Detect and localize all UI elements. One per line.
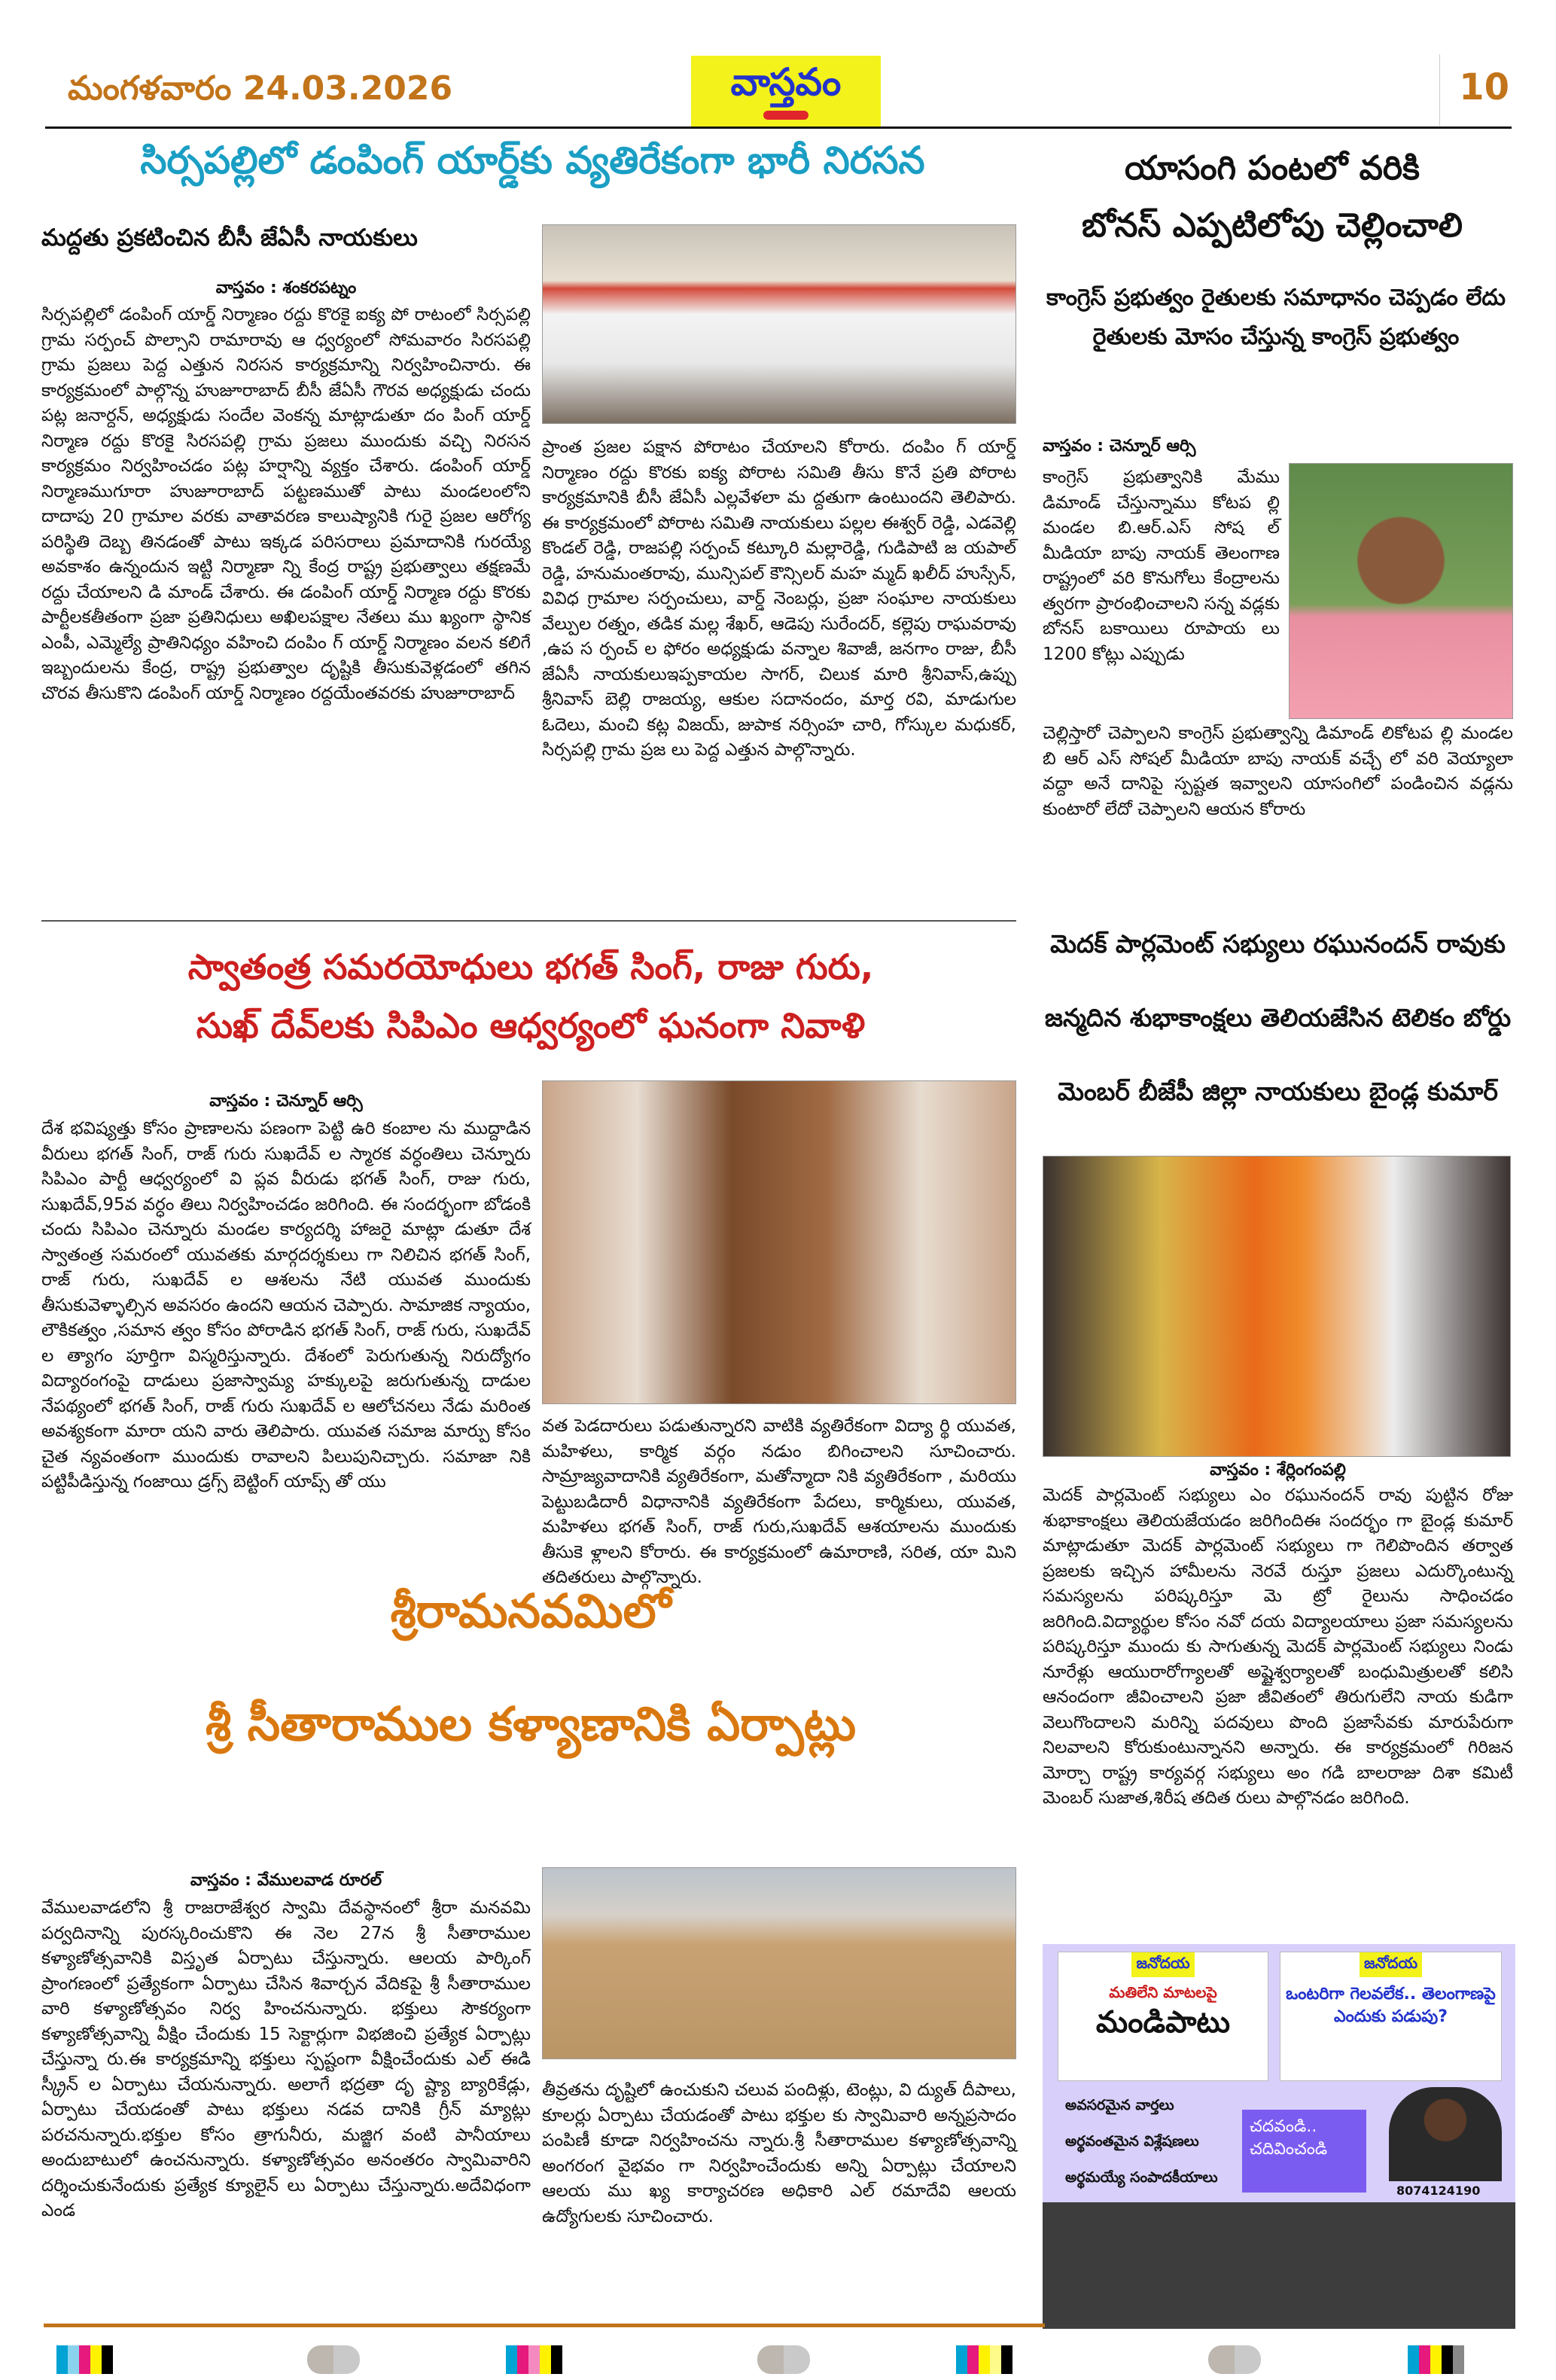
color-registration-bar bbox=[956, 2345, 1012, 2374]
ad-point: అర్థమయ్యే సంపాదకీయాలు bbox=[1065, 2169, 1218, 2186]
registration-mark bbox=[307, 2345, 360, 2374]
ad-cta[interactable] bbox=[1242, 2110, 1366, 2193]
headline-line: జన్మదిన శుభాకాంక్షలు తెలియజేసిన టెలికం బోర్డు bbox=[1044, 1003, 1512, 1032]
bonus-headline bbox=[1031, 140, 1513, 254]
bonus-photo bbox=[1289, 463, 1513, 719]
janodaya-advertisement[interactable] bbox=[1043, 1944, 1515, 2202]
issue-date: మంగళవారం 24.03.2026 bbox=[68, 69, 453, 108]
article3-col1: వేములవాడలోని శ్రీ రాజరాజేశ్వర స్వామి దేవస్థానంలో శ్రీరా మనవమి పర్వదినాన్ని పురస్కరించుకొని ఈ నెల 27న శ్రీ సీతారాముల కళ్యాణోత్సవానికి విస్తృత ఏర్పాటు చేస్తున్నారు. ఆలయ పార్కింగ్ ప్రాంగణంలో ప్రత్యేకంగా ఏర్పాటు చేసిన శివార్చన వేదికపై శ్రీ సీతారాముల వారి కళ్యాణోత్సవం నిర్వ హించనున్నారు. భక్తులు సౌకర్యంగా కళ్యాణోత్సవాన్ని వీక్షిం చేందుకు 15 సెక్టార్లుగా విభజించి ప్రత్యేక ఏర్పాట్లు చేస్తున్నా రు.ఈ కార్యక్రమాన్ని భక్తులు స్పష్టంగా వీక్షించేందుకు ఎల్ ఈడి స్క్రీన్ ల ఏర్పాటు చేయనున్నారు. అలాగే భద్రతా దృ ష్ట్యా బ్యారికేడ్లు, ఏర్పాటు చేయడంతో పాటు భక్తులు నడవ దానికి గ్రీన్ మ్యాట్లు పరచనున్నారు.భక్తుల కోసం త్రాగునీరు, మజ్జిగ వంటి పానీయాలు అందుబాటులో ఉంచనున్నారు. కళ్యాణోత్సవం అనంతరం స్వామివారిని దర్శించుకునేందుకు ప్రత్యేక క్యూలైన్ లు ఏర్పాటు చేస్తున్నారు.అదేవిధంగా ఎండ bbox=[41, 1898, 531, 2220]
article2-col2: వత పెడదారులు పడుతున్నారని వాటికి వ్యతిరేకంగా విద్యా ర్థి యువత, మహిళలు, కార్మిక వర్గం నడుం బిగించాలని సూచించారు. సామ్రాజ్యవాదానికి వ్యతిరేకంగా, మతోన్మాదా నికి వ్యతిరేకంగా , మరియు పెట్టుబడిదారీ విధానానికి వ్యతిరేకంగా పేదలు, కార్మికులు, యువత, మహిళలు భగత్ సింగ్, రాజ్ గురు,సుఖదేవ్ ఆశయాలను ముందుకు తీసుకె ళ్లాలని కోరారు. ఈ కార్యక్రమంలో ఉమారాణి, సరిత, యా మిని తదితరులు పాల్గొన్నారు. bbox=[542, 1416, 1016, 1587]
article1-byline: వాస్తవం : శంకరపట్నం bbox=[215, 279, 357, 297]
medak-photo bbox=[1043, 1156, 1511, 1457]
header-divider bbox=[1439, 54, 1440, 126]
ad-cta-line: చదివించండి bbox=[1250, 2140, 1328, 2159]
logo-text: వాస్తవం bbox=[730, 60, 842, 104]
article2-photo bbox=[542, 1080, 1016, 1404]
bonus-byline: వాస్తవం : చెన్నూర్ ఆర్సి bbox=[1043, 437, 1196, 456]
bonus-body-side: కాంగ్రెస్ ప్రభుత్వానికి మేము డిమాండ్ చేస్తున్నాము కోటప ల్లి మండల బి.ఆర్.ఎస్ సోష ల్ మీడియా బాపు నాయక్ తెలంగాణ రాష్ట్రంలో వరి కొనుగోలు కేంద్రాలను త్వరగా ప్రారంభించాలని సన్న వడ్లకు బోనస్ బకాయిలు రూపాయ లు 1200 కోట్లు ఎప్పుడు bbox=[1043, 468, 1280, 664]
ad-card2-title: ఒంటరిగా గెలవలేక.. తెలంగాణపై ఎందుకు పడుపు? bbox=[1286, 1985, 1496, 2026]
article3-byline: వాస్తవం : వేములవాడ రూరల్ bbox=[190, 1871, 382, 1890]
headline-line: శ్రీరామనవమిలో bbox=[390, 1583, 671, 1638]
ad-point: అవసరమైన వార్తలు bbox=[1065, 2097, 1174, 2113]
headline-line: బోనస్ ఎప్పటిలోపు చెల్లించాలి bbox=[1081, 206, 1463, 245]
ad-card-2 bbox=[1280, 1952, 1502, 2081]
article1-col2: ప్రాంత ప్రజల పక్షాన పోరాటం చేయాలని కోరారు. దంపిం గ్ యార్డ్ నిర్మాణం రద్దు కొరకు ఐక్య పోరాట సమితి తీసు కొనే ప్రతి పోరాట కార్యక్రమానికి బీసీ జేఏసీ ఎల్లవేళలా మ ద్దతుగా ఉంటుందని తెలిపారు. ఈ కార్యక్రమంలో పోరాట సమితి నాయకులు పల్లల ఈశ్వర్ రెడ్డి, ఎడవెల్లి కొండల్ రెడ్డి, రాజపల్లి సర్పంచ్ కట్కూరి మల్లారెడ్డి, గుడిపాటి జ యపాల్ రెడ్డి, హనుమంతరావు, మున్సిపల్ కౌన్సిలర్ మహ మ్మద్ ఖలీద్ హుస్సేన్, వివిధ గ్రామాల సర్పంచులు, వార్డ్ నెంబర్లు, ప్రజా సంఘాల నాయకులు వేల్పుల రత్నం, తడిక మల్ల శేఖర్, ఆడెపు సురేందర్, కల్లెపు రాఘవరావు ,ఉప స ర్పంచ్ ల ఫోరం అధ్యక్షుడు వన్నాల శివాజీ, జనగాం రాజు, బీసీ జేఏసీ నాయకులుఇప్పకాయల సాగర్, చిలుక మారి శ్రీనివాస్,ఉప్పు శ్రీనివాస్ బెల్లి రాజయ్య, ఆకుల సదానందం, మార్త రవి, మాడుగుల ఓదెలు, మంచి కట్ల విజయ్, జుపాక నర్సింహ చారి, గోస్కుల మధుకర్, సిర్సపల్లి గ్రామ ప్రజ లు పెద్ద ఎత్తున పాల్గొన్నారు. bbox=[542, 437, 1016, 760]
article2-col1: దేశ భవిష్యత్తు కోసం ప్రాణాలను పణంగా పెట్టి ఉరి కంబాల ను ముద్దాడిన వీరులు భగత్ సింగ్, రాజ్ గురు సుఖదేవ్ ల స్మారక వర్ధంతిలు చెన్నూరు సిపిఎం పార్టీ ఆధ్వర్యంలో వి ప్లవ వీరుడు భగత్ సింగ్, రాజు గురు, సుఖదేవ్,95వ వర్ధం తిలు నిర్వహించడం జరిగింది. ఈ సందర్భంగా బోడంకి చందు సిపిఎం చెన్నూరు మండల కార్యదర్శి హాజరై మాట్లా డుతూ దేశ స్వాతంత్ర సమరంలో యువతకు మార్గదర్శకులు గా నిలిచిన భగత్ సింగ్, రాజ్ గురు, సుఖదేవ్ ల ఆశలను నేటి యువత ముందుకు తీసుకువెళ్ళాల్సిన అవసరం ఉందని ఆయన చెప్పారు. సామాజిక న్యాయం, లౌకికత్వం ,సమాన త్వం కోసం పోరాడిన భగత్ సింగ్, రాజ్ గురు, సుఖదేవ్ ల త్యాగం పూర్తిగా విస్మరిస్తున్నారు. దేశంలో పెరుగుతున్న నిరుద్యోగం విద్యారంగంపై దాడులు ప్రజాస్వామ్య హక్కులపై జరుగుతున్న దాడుల నేపథ్యంలో భగత్ సింగ్, రాజ్ గురు సుఖదేవ్ ల ఆలోచనలు నేడు మరింత అవశ్యకంగా మారా యని వారు తెలిపారు. యువత సమాజ మార్పు కోసం చైత న్యవంతంగా ముందుకు రావాలని పిలుపునిచ్చారు. సమాజా నికి పట్టిపీడిస్తున్న గంజాయి డ్రగ్స్ బెట్టింగ్ యాప్స్ తో యు bbox=[41, 1119, 531, 1492]
ad-dark-block bbox=[1043, 2202, 1515, 2329]
headline-line: మెదక్ పార్లమెంట్ సభ్యులు రఘునందన్ రావుకు bbox=[1050, 929, 1506, 958]
headline-line: సుఖ్ దేవ్‌లకు సిపిఎం ఆధ్వర్యంలో ఘనంగా నివాళి bbox=[196, 1005, 866, 1046]
ad-point: అర్థవంతమైన విశ్లేషణలు bbox=[1065, 2133, 1199, 2150]
headline-line: యాసంగి పంటలో వరికి bbox=[1124, 149, 1420, 187]
medak-headline bbox=[1043, 907, 1513, 1129]
ad-person-photo bbox=[1389, 2087, 1502, 2181]
color-registration-bar bbox=[56, 2345, 113, 2374]
header-rule bbox=[45, 126, 1512, 129]
ad-card-1 bbox=[1058, 1952, 1268, 2081]
pen-icon bbox=[763, 111, 808, 120]
registration-mark bbox=[757, 2345, 810, 2374]
article2-byline: వాస్తవం : చెన్నూర్ ఆర్సి bbox=[209, 1092, 363, 1111]
medak-byline: వాస్తవం : శేర్లింగంపల్లి bbox=[1210, 1461, 1346, 1480]
ad-card1-title: మండిపాటు bbox=[1095, 2005, 1231, 2040]
page-number: 10 bbox=[1459, 66, 1509, 108]
ad-masthead: జనోదయ bbox=[1131, 1952, 1194, 1977]
color-registration-bar bbox=[1408, 2345, 1464, 2374]
ad-card1-kicker: మతిలేని మాటలపై bbox=[1109, 1983, 1217, 2001]
footer-rule bbox=[44, 2324, 1045, 2327]
headline-line: స్వాతంత్ర సమరయోధులు భగత్ సింగ్, రాజు గురు, bbox=[187, 946, 874, 987]
article1-headline: సిర్సపల్లిలో డంపింగ్ యార్డ్‌కు వ్యతిరేకంగా భారీ నిరసన bbox=[140, 139, 925, 182]
newspaper-logo bbox=[691, 56, 881, 126]
ad-points bbox=[1065, 2087, 1218, 2196]
article3-col2: తీవ్రతను దృష్టిలో ఉంచుకుని చలువ పందిళ్లు, టెంట్లు, వి ద్యుత్ దీపాలు, కూలర్లు ఏర్పాటు చేయడంతో పాటు భక్తుల కు స్వామివారి అన్నప్రసాదం పంపిణీ కూడా నిర్వహించను న్నారు.శ్రీ సీతారాముల కళ్యాణోత్సవాన్ని అంగరంగ వైభవం గా నిర్వహించేందుకు అన్ని ఏర్పాట్లు చేయాలని ఆలయ ము ఖ్య కార్యాచరణ అధికారి ఎల్ రమాదేవి ఆలయ ఉద్యోగులకు సూచించారు. bbox=[542, 2080, 1016, 2226]
ad-masthead: జనోదయ bbox=[1360, 1952, 1422, 1977]
section-divider bbox=[41, 920, 1016, 922]
article1-photo bbox=[542, 224, 1016, 424]
article1-subheadline: మద్దతు ప్రకటించిన బీసీ జేఏసీ నాయకులు bbox=[41, 224, 418, 251]
ad-cta-line: చదవండి.. bbox=[1250, 2117, 1317, 2136]
bonus-body: చెల్లిస్తారో చెప్పాలని కాంగ్రెస్ ప్రభుత్వాన్ని డిమాండ్ లికోటప ల్లి మండల బి ఆర్ ఎస్ సోషల్ మీడియా బాపు నాయక్ వచ్చే లో వరి వెయ్యాలా వద్దా అనే దానిపై స్పష్టత ఇవ్వాలని యాసంగిలో పండించిన వడ్లను కుంటారో లేదో చెప్పాలని ఆయన కోరారు bbox=[1043, 724, 1513, 819]
article1-col1: సిర్సపల్లిలో డంపింగ్ యార్డ్ నిర్మాణం రద్దు కొరకై ఐక్య పో రాటంలో సిర్సపల్లి గ్రామ సర్పంచ్ పొల్సాని రామారావు ఆ ధ్వర్యంలో సోమవారం సిరసపల్లి గ్రామ ప్రజలు పెద్ద ఎత్తున నిరసన కార్యక్రమాన్ని నిర్వహించినారు. ఈ కార్యక్రమంలో పాల్గొన్న హుజూరాబాద్ బీసీ జేఏసీ గౌరవ అధ్యక్షుడు చందు పట్ల జనార్దన్, అధ్యక్షుడు సందేల వెంకన్న మాట్లాడుతూ దం పింగ్ యార్డ్ నిర్మాణ రద్దు కొరకై సిరసపల్లి గ్రామ ప్రజలు ముందుకు వచ్చి నిరసన కార్యక్రమం నిర్వహించడం పట్ల హర్షాన్ని వ్యక్తం చేశారు. డంపింగ్ యార్డ్ నిర్మాణముగూరా హుజూరాబాద్ పట్టణముతో పాటు మండలంలోని దాదాపు 20 గ్రామాల వరకు వాతావరణ కాలుష్యానికి గురై ప్రజల ఆరోగ్య పరిస్థితి దెబ్బ తినడంతో పాటు ఇక్కడ పరిసరాలు ప్రమాదానికి గురయ్యే అవకాశం ఉన్నందున ఇట్టి నిర్మాణా న్ని కేంద్ర రాష్ట్ర ప్రభుత్వాలు తక్షణమే రద్దు చేయాలని డి మాండ్ చేశారు. ఈ డంపింగ్ యార్డ్ నిర్మాణ రద్దు కొరకు పార్టీలకతీతంగా ప్రజా ప్రతినిధులు అఖిలపక్షాల నేతలు ము ఖ్యంగా స్థానిక ఎంపీ, ఎమ్మెల్యే ప్రాతినిధ్యం వహించి దంపిం గ్ యార్డ్ నిర్మాణం వలన కలిగే ఇబ్బందులను కేంద్ర, రాష్ట్ర ప్రభుత్వాల దృష్టికి తీసుకువెళ్లడంలో తగిన చొరవ తీసుకొని డంపింగ్ యార్డ్ నిర్మాణం రద్దయేంతవరకు హుజూరాబాద్ bbox=[41, 305, 531, 703]
headline-line: శ్రీ సీతారాముల కళ్యాణానికి ఏర్పాట్లు bbox=[205, 1696, 857, 1751]
article3-photo bbox=[542, 1867, 1016, 2059]
bonus-subheadline: కాంగ్రెస్ ప్రభుత్వం రైతులకు సమాధానం చెప్పడం లేదు రైతులకు మోసం చేస్తున్న కాంగ్రెస్ ప్రభుత్వం bbox=[1046, 285, 1506, 350]
medak-body: మెదక్ పార్లమెంట్ సభ్యులు ఎం రఘునందన్ రావు పుట్టిన రోజు శుభాకాంక్షలు తెలియజేయడం జరిగిందిఈ సందర్భం గా బైండ్ల కుమార్ మాట్లాడుతూ మెదక్ పార్లమెంట్ సభ్యులు గా గెలిపొందిన తర్వాత ప్రజలకు ఇచ్చిన హామీలను నెరవే రుస్తూ ప్రజలు ఎదుర్కొంటున్న సమస్యలను పరిష్కరిస్తూ మె ట్రో రైలును సాధించడం జరిగింది.విద్యార్థుల కోసం నవో దయ విద్యాలయాలు ప్రజా సమస్యలను పరిష్కరిస్తూ ముందు కు సాగుతున్న మెదక్ పార్లమెంట్ సభ్యులు నిండు నూరేళ్లు ఆయురారోగ్యాలతో అష్టైశ్వర్యాలతో బంధుమిత్రులతో కలిసి ఆనందంగా జీవించాలని ప్రజా జీవితంలో తిరుగులేని నాయ కుడిగా వెలుగొందాలని మరిన్ని పదవులు పొంది ప్రజాసేవకు మారుపేరుగా నిలవాలని కోరుకుంటున్నానని అన్నారు. ఈ కార్యక్రమంలో గిరిజన మోర్చా రాష్ట్ర కార్యవర్గ సభ్యులు అం గడి బాలరాజు దిశా కమిటీ మెంబర్ సుజాత,శిరీష తదిత రులు పాల్గొనడం జరిగింది. bbox=[1043, 1486, 1513, 1808]
article2-headline bbox=[45, 937, 1016, 1055]
color-registration-bar bbox=[506, 2345, 562, 2374]
headline-line: మెంబర్ బీజేపీ జిల్లా నాయకులు బైండ్ల కుమార్ bbox=[1058, 1077, 1498, 1106]
registration-mark bbox=[1208, 2345, 1261, 2374]
ad-phone: 8074124190 bbox=[1396, 2183, 1481, 2198]
article3-headline bbox=[45, 1555, 1016, 1781]
